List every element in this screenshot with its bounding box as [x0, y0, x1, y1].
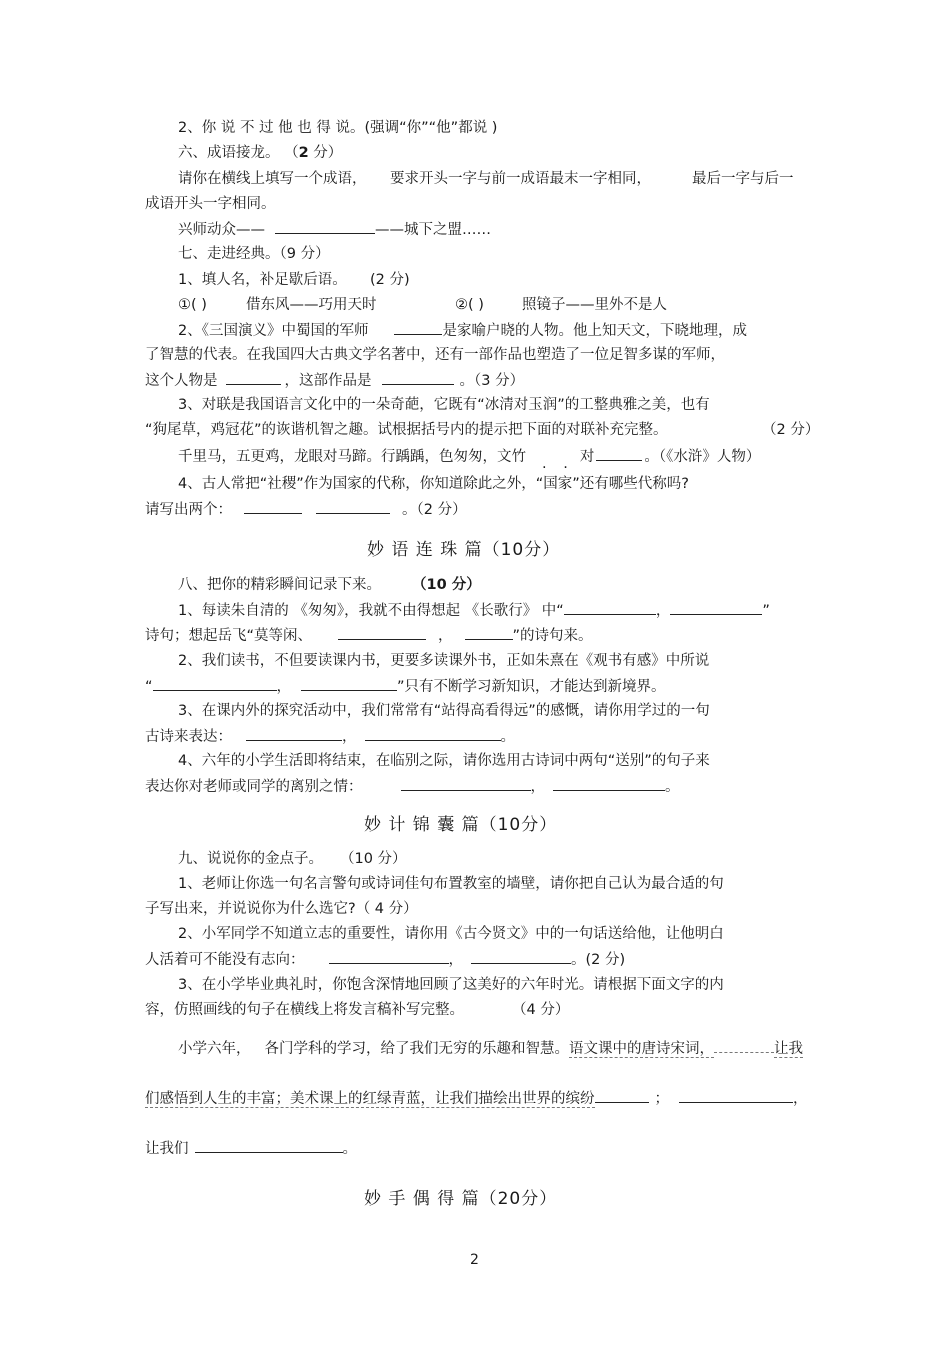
q7-2-text-d3: 。（3 分）: [459, 373, 525, 389]
q7-3-emphasis-dots: . .: [542, 456, 574, 472]
q9-2-prompt: 人活着可不能没有志向：: [145, 952, 305, 968]
section-7-title: 七、走进经典。（9 分）: [178, 246, 330, 262]
idiom-start: 兴师动众——: [178, 222, 265, 238]
q8-2-line-2: [145, 676, 666, 697]
q8-1-blank-3[interactable]: [338, 625, 426, 640]
q7-4-line-1: 4、古人常把“社稷”作为国家的代称，你知道除此之外，“国家”还有哪些代称吗?: [178, 476, 689, 492]
section-6-instruction-a: 请你在横线上填写一个成语，: [178, 171, 367, 187]
q8-3-blank-1[interactable]: [246, 726, 342, 741]
q7-2-text-a: 2、《三国演义》中蜀国的军师: [178, 323, 369, 339]
q9-1-line-2: 子写出来，并说说你为什么选它?（ 4 分）: [145, 901, 418, 917]
q9-2-score: 。(2 分): [571, 952, 626, 968]
speech-line-3: [145, 1138, 357, 1159]
q9-2-comma: ，: [448, 952, 463, 968]
q8-3-prompt: 古诗来表达：: [145, 729, 232, 745]
q7-1-a-paren: ①( ): [178, 297, 207, 313]
q7-4-blank-2[interactable]: [316, 499, 390, 514]
idiom-chain-line: [178, 219, 491, 240]
q8-2-blank-2[interactable]: [301, 676, 397, 691]
q8-4-prompt: 表达你对老师或同学的离别之情：: [145, 779, 363, 795]
speech-text-a: 小学六年，: [178, 1041, 251, 1057]
q7-3-score: （2 分）: [762, 422, 820, 438]
speech-comma: ，: [793, 1091, 808, 1107]
q7-4-prompt: 请写出两个：: [145, 502, 232, 518]
q7-4-blank-1[interactable]: [244, 499, 302, 514]
q8-2-line-1: 2、我们读书，不但要读课内书，更要多读课外书，正如朱熹在《观书有感》中所说: [178, 653, 710, 669]
q9-3-score: （4 分）: [512, 1002, 570, 1018]
q7-1-a-text: 借东风——巧用天时: [246, 297, 377, 313]
q7-3-couplet: [178, 446, 761, 472]
section-9-title: 九、说说你的金点子。: [178, 851, 323, 867]
speech-line-1: [178, 1038, 803, 1059]
speech-underlined-b: 让我: [774, 1041, 803, 1057]
speech-blank-3[interactable]: [195, 1138, 343, 1153]
line-emphasis-sentence: 2、你 说 不 过 他 也 得 说。(强调“你”“他”都说 ): [178, 120, 498, 136]
section-6-score: 2: [298, 145, 309, 161]
section-6-instruction-c: 最后一字与后一: [692, 171, 794, 187]
q8-4-blank-2[interactable]: [553, 776, 665, 791]
q7-2-blank-strategist[interactable]: [394, 320, 442, 335]
q8-1-line-2: [145, 625, 593, 646]
section-6-instruction-b: 要求开头一字与前一成语最末一字相同，: [390, 171, 651, 187]
q8-4-line-2: [145, 776, 680, 797]
q7-2-line-2: 了智慧的代表。在我国四大古典文学名著中，还有一部作品也塑造了一位足智多谋的军师，: [145, 347, 725, 363]
section-8-title: 八、把你的精彩瞬间记录下来。: [178, 577, 381, 593]
q9-2-blank-1[interactable]: [329, 949, 449, 964]
q8-1-blank-1[interactable]: [564, 600, 656, 615]
q8-4-comma: ，: [530, 779, 545, 795]
q7-3-blank[interactable]: [596, 446, 642, 461]
q9-1-line-1: 1、老师让你选一句名言警句或诗词佳句布置教室的墙壁，请你把自己认为最合适的句: [178, 876, 724, 892]
section-6-title-text: 六、成语接龙。 （: [178, 145, 299, 161]
q8-3-comma: ，: [342, 729, 357, 745]
q9-2-blank-2[interactable]: [471, 949, 571, 964]
speech-underline-gap: [714, 1038, 774, 1053]
q9-2-line-1: 2、小军同学不知道立志的重要性，请你用《古今贤文》中的一句话送给他，让他明白: [178, 926, 724, 942]
q7-3-couplet-dui: 对: [579, 449, 595, 465]
q8-3-line-2: [145, 726, 515, 747]
q8-1-comma-2: ，: [438, 628, 453, 644]
part-heading-1: 妙 语 连 珠 篇（10分）: [367, 540, 561, 560]
speech-blank-1[interactable]: [595, 1088, 649, 1103]
section-6-title: [178, 143, 342, 163]
q8-1-comma: ，: [655, 603, 671, 619]
q8-1-text-b1: 诗句；想起岳飞“莫等闲、: [145, 628, 313, 644]
page-number: 2: [470, 1252, 479, 1268]
q9-2-line-2: [145, 949, 625, 970]
q7-3-couplet-text: 千里马，五更鸡，龙眼对马蹄。行踽踽，色匆匆，文竹: [178, 449, 526, 465]
q8-4-blank-1[interactable]: [401, 776, 531, 791]
speech-text-b: 各门学科的学习，给了我们无穷的乐趣和智慧。: [264, 1041, 569, 1057]
q9-3-line-2: 容，仿照画线的句子在横线上将发言稿补写完整。: [145, 1002, 464, 1018]
q7-2-text-d2: ，这部作品是: [284, 373, 372, 389]
q7-1-b-paren: ②( ): [455, 297, 484, 313]
section-8-score: （10 分）: [412, 577, 481, 593]
q7-4-tail: 。（2 分）: [402, 502, 467, 518]
q7-1-score: (2 分): [370, 272, 410, 288]
q8-1-blank-2[interactable]: [670, 600, 762, 615]
speech-text-c: 让我们: [145, 1141, 189, 1157]
q7-2-line-3: [145, 370, 524, 391]
q8-3-line-1: 3、在课内外的探究活动中，我们常常有“站得高看得远”的感慨，请你用学过的一句: [178, 703, 710, 719]
idiom-end: ——城下之盟……: [375, 222, 491, 238]
speech-semicolon: ；: [654, 1091, 669, 1107]
q7-1-prompt: 1、填人名，补足歇后语。: [178, 272, 347, 288]
q7-2-text-d1: 这个人物是: [145, 373, 218, 389]
q8-4-period: 。: [665, 779, 680, 795]
q8-4-line-1: 4、六年的小学生活即将结束，在临别之际，请你选用古诗词中两句“送别”的句子来: [178, 753, 710, 769]
q8-2-comma: ，: [276, 679, 292, 695]
section-9-score: （10 分）: [340, 851, 407, 867]
speech-line-2: [145, 1088, 808, 1109]
q7-3-line-1: 3、对联是我国语言文化中的一朵奇葩，它既有“冰清对玉润”的工整典雅之美，也有: [178, 397, 710, 413]
section-6-score-tail: 分）: [308, 145, 343, 161]
q8-1-text: 1、每读朱自清的 《匆匆》，我就不由得想起 《长歌行》 中“: [178, 603, 564, 619]
q8-1-close-quote: ”: [762, 603, 770, 619]
speech-underlined-c: 们感悟到人生的丰富；美术课上的红绿青蓝，让我们描绘出世界的缤纷: [145, 1091, 595, 1107]
q7-4-line-2: [145, 499, 467, 520]
speech-underlined-a: 语文课中的唐诗宋词，: [569, 1041, 714, 1057]
q8-2-open-quote: “: [145, 679, 153, 695]
q7-2-line-1: [178, 320, 747, 341]
q8-2-blank-1[interactable]: [153, 676, 277, 691]
speech-blank-2[interactable]: [679, 1088, 793, 1103]
q8-3-period: 。: [500, 729, 515, 745]
speech-period: 。: [342, 1141, 357, 1157]
q8-2-text: ”只有不断学习新知识，才能达到新境界。: [397, 679, 666, 695]
q8-1-blank-4[interactable]: [465, 625, 513, 640]
part-heading-2: 妙 计 锦 囊 篇（10分）: [364, 815, 558, 835]
q8-1-text-b3: ”的诗句来。: [512, 628, 593, 644]
q7-2-text-b: 是家喻户晓的人物。他上知天文，下晓地理，成: [442, 323, 747, 339]
section-6-instruction-d: 成语开头一字相同。: [145, 196, 276, 212]
q7-3-couplet-tail: 。（《水浒》人物）: [644, 449, 761, 465]
part-heading-3: 妙 手 偶 得 篇（20分）: [364, 1189, 558, 1209]
idiom-blank[interactable]: [275, 219, 375, 234]
q7-1-b-text: 照镜子——里外不是人: [522, 297, 667, 313]
q7-2-blank-person[interactable]: [226, 370, 281, 385]
q8-3-blank-2[interactable]: [365, 726, 501, 741]
q8-1-line-1: [178, 600, 770, 621]
q9-3-line-1: 3、在小学毕业典礼时，你饱含深情地回顾了这美好的六年时光。请根据下面文字的内: [178, 977, 724, 993]
q7-3-line-2: “狗尾草，鸡冠花”的诙谐机智之趣。试根据括号内的提示把下面的对联补充完整。: [145, 422, 668, 438]
q7-2-blank-work[interactable]: [382, 370, 454, 385]
